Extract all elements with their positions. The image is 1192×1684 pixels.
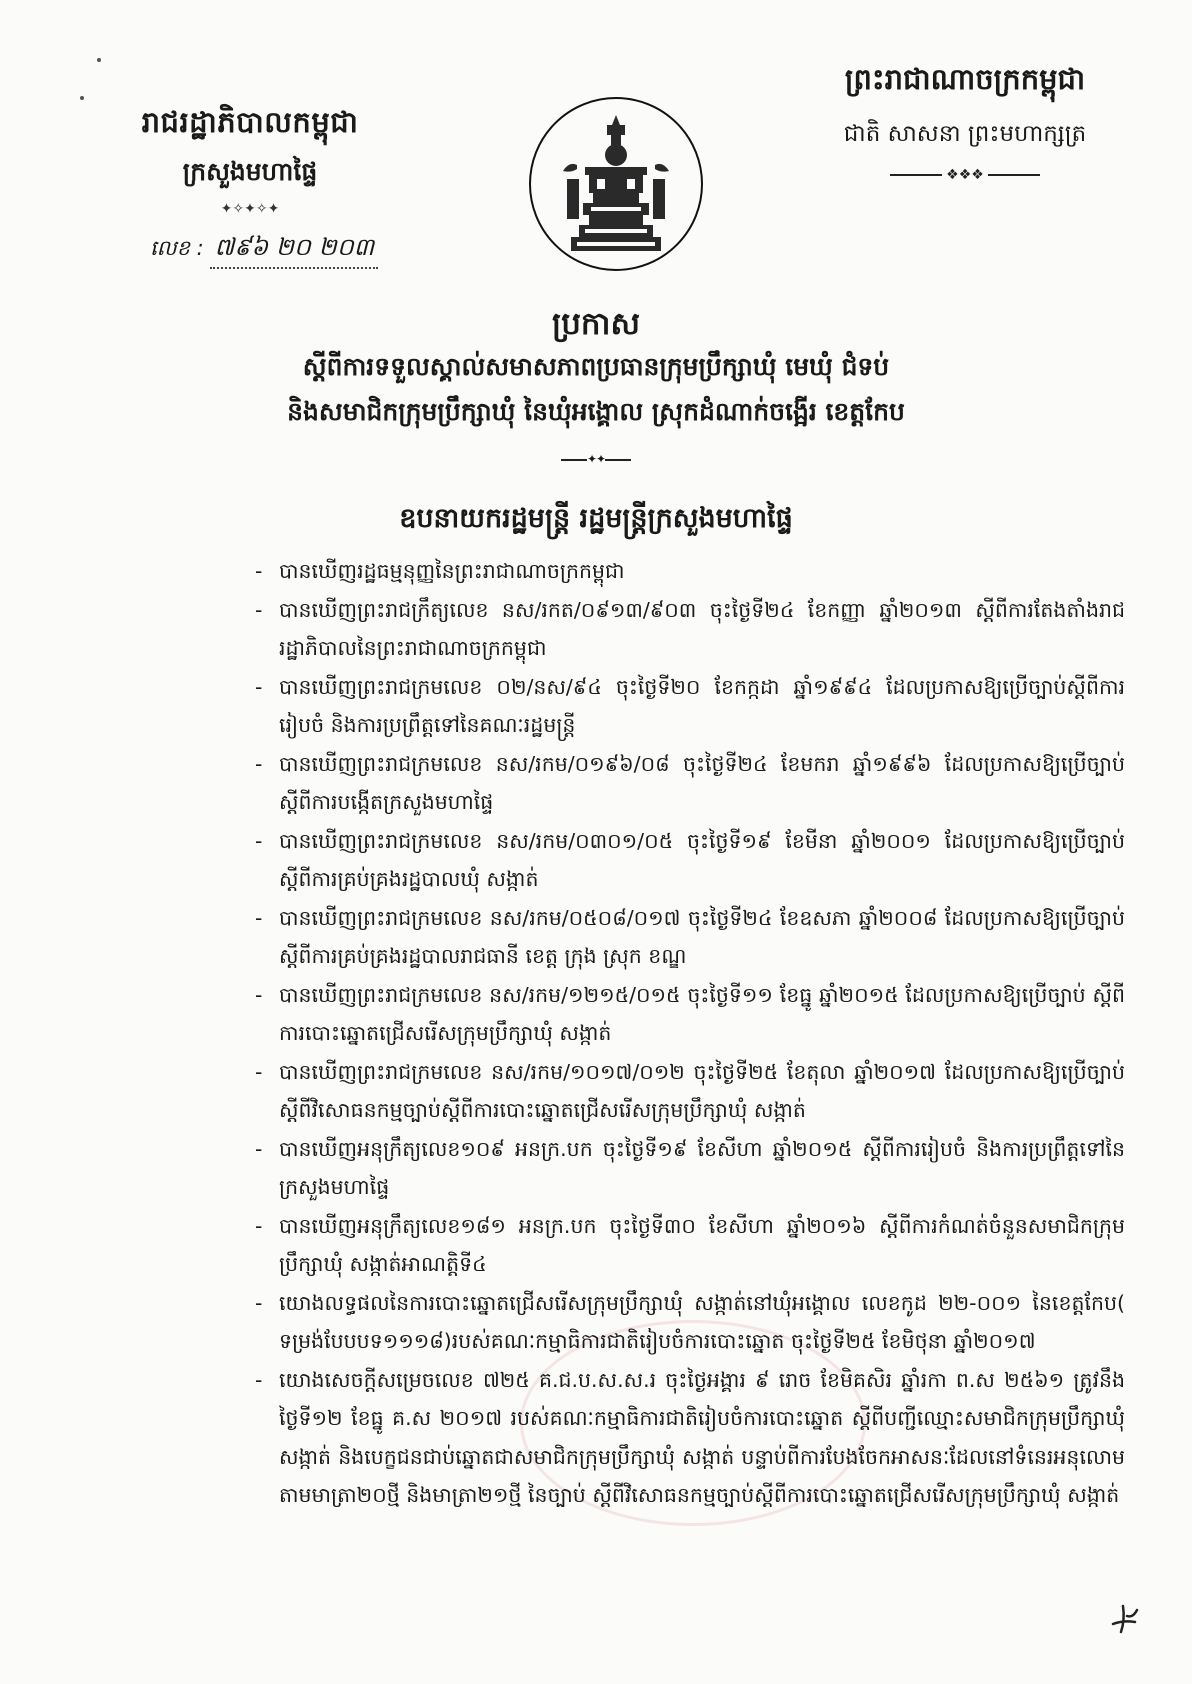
preamble-item: - បានឃើញរដ្ឋធម្មនុញ្ញនៃព្រះរាជាណាចក្រកម្ពុជា bbox=[255, 559, 625, 583]
divider-glyph: ✦✦ bbox=[586, 452, 606, 466]
ministry-header bbox=[120, 105, 380, 217]
scan-speck bbox=[97, 58, 101, 62]
preamble-item: - បានឃើញអនុក្រឹត្យលេខ១០៩ អនក្រ.បក ចុះថ្ងៃទី១៩ ខែសីហា ឆ្នាំ២០១៥ ស្តីពីការរៀបចំ និងការប្រព្រឹត្តទៅនៃក្រសួងមហាផ្ទៃ bbox=[255, 1136, 1125, 1199]
preamble-text: បានឃើញព្រះរាជក្រមលេខ នស/រកម/០៣០១/០៥ ចុះថ្ងៃទី១៩ ខែមីនា ឆ្នាំ២០០១ ដែលប្រកាសឱ្យប្រើច្បាប់ ស្តីពីការគ្រប់គ្រងរដ្ឋបាលឃុំ សង្កាត់ bbox=[279, 828, 1125, 891]
preamble-item: - បានឃើញព្រះរាជក្រមលេខ ០២/នស/៩៤ ចុះថ្ងៃទី២០ ខែកក្កដា ឆ្នាំ១៩៩៤ ដែលប្រកាសឱ្យប្រើច្បាប់ស្តីពីការរៀបចំ និងការប្រព្រឹត្តទៅនៃគណៈរដ្ឋមន្ត្រី bbox=[255, 674, 1125, 737]
ornament-divider bbox=[800, 167, 1130, 183]
preamble-item: - បានឃើញព្រះរាជក្រមលេខ នស/រកម/១២១៥/០១៥ ចុះថ្ងៃទី១១ ខែធ្នូ ឆ្នាំ២០១៥ ដែលប្រកាសឱ្យប្រើច្បាប់ ស្តីពីការបោះឆ្នោតជ្រើសរើសក្រុមប្រឹក្សាឃុំ សង្កាត់ bbox=[255, 982, 1125, 1045]
preamble-text: បានឃើញព្រះរាជក្រមលេខ នស/រកម/០៥០៨/០១៧ ចុះថ្ងៃទី២៤ ខែឧសភា ឆ្នាំ២០០៨ ដែលប្រកាសឱ្យប្រើច្បាប់ ស្តីពីការគ្រប់គ្រងរដ្ឋបាលរាជធានី ខេត្ត ក្រុង ស្រុក ខណ្ឌ bbox=[279, 905, 1125, 968]
preamble-text: យោងសេចក្តីសម្រេចលេខ ៧២៥ គ.ជ.ប.ស.ស.រ ចុះថ្ងៃអង្គារ ៩ រោច ខែមិគសិរ ឆ្នាំរកា ព.ស ២៥៦១ ត្រូវនឹងថ្ងៃទី១២ ខែធ្នូ គ.ស ២០១៧ របស់គណៈកម្មាធិការជាតិរៀបចំការបោះឆ្នោត ស្តីពីបញ្ជីឈ្មោះសមាជិកក្រុមប្រឹក្សាឃុំ សង្កាត់ និងបេក្ខជនជាប់ឆ្នោតជាសមាជិកក្រុមប្រឹក្សាឃុំ សង្កាត់ បន្ទាប់ពីការបែងចែកអាសនៈដែលនៅទំនេរអនុលោមតាមមាត្រា២០ថ្មី និងមាត្រា២១ថ្មី នៃច្បាប់ ស្តីពីវិសោធនកម្មច្បាប់ស្តីពីការបោះឆ្នោតជ្រើសរើសក្រុមប្រឹក្សាឃុំ សង្កាត់ bbox=[279, 1367, 1125, 1507]
reference-value: ៧៩៦ ២០ ២០៣ bbox=[210, 232, 378, 269]
preamble-text: បានឃើញព្រះរាជក្រមលេខ នស/រកម/១០១៧/០១២ ចុះថ្ងៃទី២៥ ខែតុលា ឆ្នាំ២០១៧ ដែលប្រកាសឱ្យប្រើច្បាប់ ស្តីពីវិសោធនកម្មច្បាប់ស្តីពីការបោះឆ្នោតជ្រើសរើសក្រុមប្រឹក្សាឃុំ សង្កាត់ bbox=[279, 1059, 1125, 1122]
issuing-authority: ឧបនាយករដ្ឋមន្ត្រី រដ្ឋមន្ត្រីក្រសួងមហាផ្ទៃ bbox=[399, 503, 793, 534]
preamble-item: - បានឃើញព្រះរាជក្រមលេខ នស/រកម/១០១៧/០១២ ចុះថ្ងៃទី២៥ ខែតុលា ឆ្នាំ២០១៧ ដែលប្រកាសឱ្យប្រើច្បាប់ ស្តីពីវិសោធនកម្មច្បាប់ស្តីពីការបោះឆ្នោតជ្រើសរើសក្រុមប្រឹក្សាឃុំ សង្កាត់ bbox=[255, 1059, 1125, 1122]
government-name: រាជរដ្ឋាភិបាលកម្ពុជា bbox=[141, 105, 359, 139]
preamble-item: - យោងសេចក្តីសម្រេចលេខ ៧២៥ គ.ជ.ប.ស.ស.រ ចុះថ្ងៃអង្គារ ៩ រោច ខែមិគសិរ ឆ្នាំរកា ព.ស ២៥៦១ ត្រូវនឹងថ្ងៃទី១២ ខែធ្នូ គ.ស ២០១៧ របស់គណៈកម្មាធិការជាតិរៀបចំការបោះឆ្នោត ស្តីពីបញ្ជីឈ្មោះសមាជិកក្រុមប្រឹក្សាឃុំ សង្កាត់ និងបេក្ខជនជាប់ឆ្នោតជាសមាជិកក្រុមប្រឹក្សាឃុំ សង្កាត់ បន្ទាប់ពីការបែងចែកអាសនៈដែលនៅទំនេរអនុលោមតាមមាត្រា២០ថ្មី និងមាត្រា២១ថ្មី នៃច្បាប់ ស្តីពីវិសោធនកម្មច្បាប់ស្តីពីការបោះឆ្នោតជ្រើសរើសក្រុមប្រឹក្សាឃុំ សង្កាត់ bbox=[255, 1367, 1125, 1507]
handwritten-initial bbox=[1107, 1598, 1147, 1638]
royal-emblem bbox=[527, 95, 705, 273]
preamble-text: បានឃើញព្រះរាជក្រមលេខ ០២/នស/៩៤ ចុះថ្ងៃទី២០ ខែកក្កដា ឆ្នាំ១៩៩៤ ដែលប្រកាសឱ្យប្រើច្បាប់ស្តីពីការរៀបចំ និងការប្រព្រឹត្តទៅនៃគណៈរដ្ឋមន្ត្រី bbox=[279, 674, 1125, 737]
preamble-list bbox=[255, 552, 1125, 1515]
kingdom-name: ព្រះរាជាណាចក្រកម្ពុជា bbox=[844, 62, 1086, 96]
ornament-glyph: ❖❖❖ bbox=[946, 167, 984, 183]
preamble-text: បានឃើញរដ្ឋធម្មនុញ្ញនៃព្រះរាជាណាចក្រកម្ពុជា bbox=[279, 559, 625, 583]
national-header bbox=[800, 62, 1130, 183]
national-motto: ជាតិ សាសនា ព្រះមហាក្សត្រ bbox=[843, 121, 1087, 147]
reference-label: លេខ : bbox=[150, 236, 204, 260]
scan-speck bbox=[80, 96, 84, 100]
title-divider bbox=[560, 452, 632, 466]
document-subject-line-1: ស្តីពីការទទួលស្គាល់សមាសភាពប្រធានក្រុមប្រឹក្សាឃុំ មេឃុំ ជំទប់ bbox=[302, 352, 890, 381]
preamble-text: បានឃើញព្រះរាជក្រមលេខ នស/រកម/១២១៥/០១៥ ចុះថ្ងៃទី១១ ខែធ្នូ ឆ្នាំ២០១៥ ដែលប្រកាសឱ្យប្រើច្បាប់ ស្តីពីការបោះឆ្នោតជ្រើសរើសក្រុមប្រឹក្សាឃុំ សង្កាត់ bbox=[279, 982, 1125, 1045]
ornament-divider: ✦✧✦✧✦ bbox=[220, 201, 280, 217]
ministry-name: ក្រសួងមហាផ្ទៃ bbox=[182, 157, 318, 186]
document-title: ប្រកាស bbox=[552, 306, 640, 342]
preamble-item: - បានឃើញអនុក្រឹត្យលេខ១៨១ អនក្រ.បក ចុះថ្ងៃទី៣០ ខែសីហា ឆ្នាំ២០១៦ ស្តីពីការកំណត់ចំនួនសមាជិកក្រុមប្រឹក្សាឃុំ សង្កាត់អាណត្តិទី៤ bbox=[255, 1213, 1125, 1276]
preamble-text: បានឃើញអនុក្រឹត្យលេខ១៨១ អនក្រ.បក ចុះថ្ងៃទី៣០ ខែសីហា ឆ្នាំ២០១៦ ស្តីពីការកំណត់ចំនួនសមាជិកក្រុមប្រឹក្សាឃុំ សង្កាត់អាណត្តិទី៤ bbox=[279, 1213, 1125, 1276]
preamble-item: - បានឃើញព្រះរាជក្រឹត្យលេខ នស/រកត/០៩១៣/៩០៣ ចុះថ្ងៃទី២៤ ខែកញ្ញា ឆ្នាំ២០១៣ ស្តីពីការតែងតាំងរាជរដ្ឋាភិបាលនៃព្រះរាជាណាចក្រកម្ពុជា bbox=[255, 597, 1125, 660]
preamble-item: - យោងលទ្ធផលនៃការបោះឆ្នោតជ្រើសរើសក្រុមប្រឹក្សាឃុំ សង្កាត់នៅឃុំអង្គោល លេខកូដ ២២-០០១ នៃខេត្តកែប( ទម្រង់បែបបទ១១១៨)របស់គណៈកម្មាធិការជាតិរៀបចំការបោះឆ្នោត ចុះថ្ងៃទី២៥ ខែមិថុនា ឆ្នាំ២០១៧ bbox=[255, 1290, 1125, 1353]
preamble-item: - បានឃើញព្រះរាជក្រមលេខ នស/រកម/០១៩៦/០៨ ចុះថ្ងៃទី២៤ ខែមករា ឆ្នាំ១៩៩៦ ដែលប្រកាសឱ្យប្រើច្បាប់ ស្តីពីការបង្កើតក្រសួងមហាផ្ទៃ bbox=[255, 751, 1125, 814]
preamble-text: យោងលទ្ធផលនៃការបោះឆ្នោតជ្រើសរើសក្រុមប្រឹក្សាឃុំ សង្កាត់នៅឃុំអង្គោល លេខកូដ ២២-០០១ នៃខេត្តកែប( ទម្រង់បែបបទ១១១៨)របស់គណៈកម្មាធិការជាតិរៀបចំការបោះឆ្នោត ចុះថ្ងៃទី២៥ ខែមិថុនា ឆ្នាំ២០១៧ bbox=[279, 1290, 1125, 1353]
reference-number bbox=[150, 232, 378, 269]
preamble-text: បានឃើញអនុក្រឹត្យលេខ១០៩ អនក្រ.បក ចុះថ្ងៃទី១៩ ខែសីហា ឆ្នាំ២០១៥ ស្តីពីការរៀបចំ និងការប្រព្រឹត្តទៅនៃក្រសួងមហាផ្ទៃ bbox=[279, 1136, 1125, 1199]
preamble-item: - បានឃើញព្រះរាជក្រមលេខ នស/រកម/០៣០១/០៥ ចុះថ្ងៃទី១៩ ខែមីនា ឆ្នាំ២០០១ ដែលប្រកាសឱ្យប្រើច្បាប់ ស្តីពីការគ្រប់គ្រងរដ្ឋបាលឃុំ សង្កាត់ bbox=[255, 828, 1125, 891]
preamble-text: បានឃើញព្រះរាជក្រឹត្យលេខ នស/រកត/០៩១៣/៩០៣ ចុះថ្ងៃទី២៤ ខែកញ្ញា ឆ្នាំ២០១៣ ស្តីពីការតែងតាំងរាជរដ្ឋាភិបាលនៃព្រះរាជាណាចក្រកម្ពុជា bbox=[279, 597, 1125, 660]
document-subject-line-2: និងសមាជិកក្រុមប្រឹក្សាឃុំ នៃឃុំអង្គោល ស្រុកដំណាក់ចង្អើរ ខេត្តកែប bbox=[287, 397, 905, 426]
preamble-item: - បានឃើញព្រះរាជក្រមលេខ នស/រកម/០៥០៨/០១៧ ចុះថ្ងៃទី២៤ ខែឧសភា ឆ្នាំ២០០៨ ដែលប្រកាសឱ្យប្រើច្បាប់ ស្តីពីការគ្រប់គ្រងរដ្ឋបាលរាជធានី ខេត្ត ក្រុង ស្រុក ខណ្ឌ bbox=[255, 905, 1125, 968]
preamble-text: បានឃើញព្រះរាជក្រមលេខ នស/រកម/០១៩៦/០៨ ចុះថ្ងៃទី២៤ ខែមករា ឆ្នាំ១៩៩៦ ដែលប្រកាសឱ្យប្រើច្បាប់ ស្តីពីការបង្កើតក្រសួងមហាផ្ទៃ bbox=[279, 751, 1125, 814]
